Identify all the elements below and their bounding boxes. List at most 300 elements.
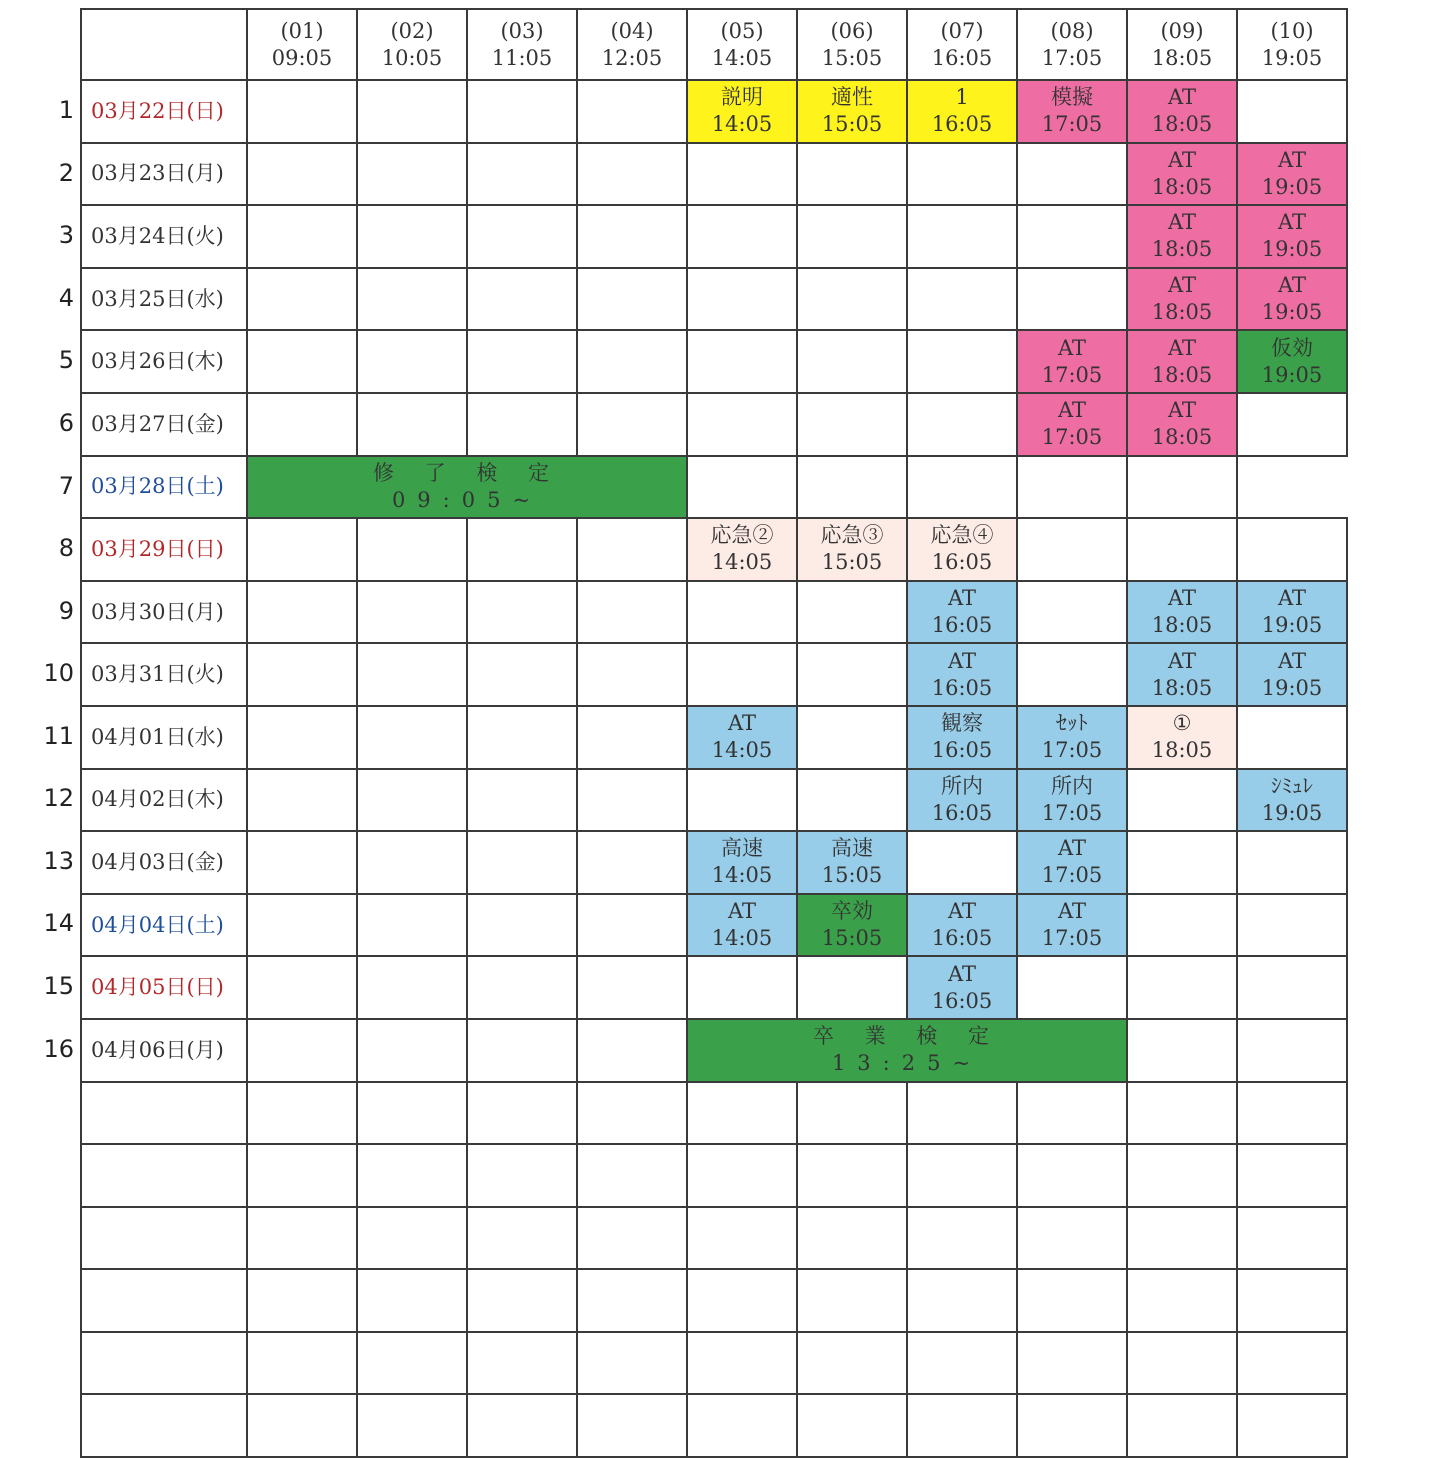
lesson-time: 16:05 <box>931 988 993 1013</box>
column-header <box>1127 9 1237 80</box>
date-cell: 03月29日(日) <box>81 518 247 581</box>
empty-cell <box>907 1269 1017 1332</box>
column-time: 18:05 <box>1151 45 1213 70</box>
empty-cell <box>247 1082 357 1145</box>
empty-cell <box>1017 1207 1127 1270</box>
lesson-time: 17:05 <box>1041 863 1103 888</box>
empty-cell <box>577 393 687 456</box>
empty-cell <box>357 706 467 769</box>
lesson-time: 15:05 <box>821 550 883 575</box>
empty-cell <box>247 831 357 894</box>
empty-cell <box>1237 393 1347 456</box>
date-cell: 04月02日(木) <box>81 769 247 832</box>
column-number: (02) <box>390 18 434 43</box>
lesson-title: AT <box>1167 273 1197 298</box>
empty-cell <box>1237 80 1347 143</box>
date-cell: 03月22日(日) <box>81 80 247 143</box>
empty-cell <box>907 1082 1017 1145</box>
empty-cell <box>467 330 577 393</box>
row-number: 5 <box>58 346 74 375</box>
empty-cell <box>797 1269 907 1332</box>
empty-cell <box>1017 956 1127 1019</box>
empty-cell <box>687 769 797 832</box>
lesson-title: 応急② <box>710 523 774 548</box>
empty-cell <box>797 1082 907 1145</box>
empty-cell <box>1127 456 1237 519</box>
column-header <box>357 9 467 80</box>
empty-cell <box>467 518 577 581</box>
row-number: 4 <box>58 283 74 312</box>
lesson-cell <box>1237 268 1347 331</box>
date-cell <box>81 1207 247 1270</box>
lesson-title: 応急③ <box>820 523 884 548</box>
empty-cell <box>1017 1332 1127 1395</box>
lesson-time: 18:05 <box>1151 112 1213 137</box>
empty-cell <box>687 268 797 331</box>
date-cell: 03月31日(火) <box>81 643 247 706</box>
empty-cell <box>687 1144 797 1207</box>
lesson-cell <box>907 956 1017 1019</box>
lesson-title: AT <box>1167 147 1197 172</box>
empty-cell <box>1017 1394 1127 1457</box>
lesson-title: AT <box>947 899 977 924</box>
empty-cell <box>687 393 797 456</box>
date-cell: 03月28日(土) <box>81 456 247 519</box>
empty-cell <box>577 518 687 581</box>
lesson-time: 16:05 <box>931 926 993 951</box>
empty-cell <box>687 456 797 519</box>
row-number: 10 <box>43 659 74 688</box>
empty-cell <box>577 80 687 143</box>
empty-cell <box>247 80 357 143</box>
empty-cell <box>907 1144 1017 1207</box>
row-number: 11 <box>43 721 74 750</box>
empty-cell <box>1237 706 1347 769</box>
lesson-title: 応急④ <box>930 523 994 548</box>
empty-cell <box>1127 1207 1237 1270</box>
lesson-title: AT <box>1167 586 1197 611</box>
lesson-title: 高速 <box>831 836 873 861</box>
column-time: 15:05 <box>821 45 883 70</box>
lesson-title: 模擬 <box>1051 85 1093 110</box>
empty-cell <box>357 581 467 644</box>
empty-cell <box>1237 518 1347 581</box>
empty-cell <box>577 1394 687 1457</box>
empty-cell <box>357 643 467 706</box>
row-number: 16 <box>43 1034 74 1063</box>
empty-cell <box>577 205 687 268</box>
lesson-title: AT <box>947 586 977 611</box>
schedule-row <box>81 1019 1347 1082</box>
row-number: 9 <box>58 596 74 625</box>
empty-cell <box>357 1207 467 1270</box>
lesson-time: 17:05 <box>1041 362 1103 387</box>
empty-cell <box>1017 643 1127 706</box>
column-header <box>797 9 907 80</box>
lesson-time: 17:05 <box>1041 112 1103 137</box>
empty-cell <box>687 205 797 268</box>
empty-cell <box>247 1332 357 1395</box>
empty-cell <box>247 518 357 581</box>
lesson-title: AT <box>1277 210 1307 235</box>
column-number: (08) <box>1050 18 1094 43</box>
schedule-row <box>81 80 1347 143</box>
lesson-time: 19:05 <box>1261 800 1323 825</box>
empty-cell <box>1017 581 1127 644</box>
lesson-title: AT <box>1057 398 1087 423</box>
lesson-time: 18:05 <box>1151 300 1213 325</box>
lesson-time: 16:05 <box>931 112 993 137</box>
header-row <box>81 9 1347 80</box>
lesson-cell <box>797 80 907 143</box>
lesson-title: 修 了 検 定 <box>372 460 562 485</box>
empty-cell <box>687 1207 797 1270</box>
date-cell: 04月01日(水) <box>81 706 247 769</box>
schedule-row <box>81 518 1347 581</box>
column-time: 17:05 <box>1041 45 1103 70</box>
lesson-time: 14:05 <box>711 738 773 763</box>
empty-cell <box>907 1394 1017 1457</box>
lesson-cell <box>1127 643 1237 706</box>
empty-cell <box>1127 1269 1237 1332</box>
empty-cell <box>907 831 1017 894</box>
lesson-cell <box>1017 330 1127 393</box>
empty-cell <box>247 769 357 832</box>
empty-cell <box>1127 831 1237 894</box>
column-time: 11:05 <box>491 45 553 70</box>
date-cell <box>81 1269 247 1332</box>
lesson-cell <box>1127 393 1237 456</box>
empty-cell <box>687 330 797 393</box>
empty-cell <box>797 393 907 456</box>
lesson-time: 18:05 <box>1151 425 1213 450</box>
empty-cell <box>797 456 907 519</box>
empty-cell <box>1127 956 1237 1019</box>
lesson-cell <box>687 831 797 894</box>
lesson-title: 卒効 <box>831 899 873 924</box>
lesson-title: 仮効 <box>1271 335 1313 360</box>
column-time: 10:05 <box>381 45 443 70</box>
lesson-cell <box>1127 80 1237 143</box>
lesson-title: ① <box>1172 711 1192 736</box>
empty-cell <box>247 205 357 268</box>
row-number: 14 <box>43 909 74 938</box>
empty-cell <box>1237 1082 1347 1145</box>
empty-cell <box>357 1019 467 1082</box>
empty-cell <box>357 143 467 206</box>
column-header <box>1017 9 1127 80</box>
schedule-row <box>81 1269 1347 1332</box>
date-cell: 04月06日(月) <box>81 1019 247 1082</box>
lesson-cell <box>687 518 797 581</box>
schedule-row <box>81 1332 1347 1395</box>
empty-cell <box>357 1082 467 1145</box>
lesson-title: AT <box>1167 85 1197 110</box>
empty-cell <box>247 268 357 331</box>
empty-cell <box>467 143 577 206</box>
empty-cell <box>687 1082 797 1145</box>
empty-cell <box>577 268 687 331</box>
lesson-title: 1 <box>955 85 969 110</box>
lesson-time: 14:05 <box>711 112 773 137</box>
empty-cell <box>1017 205 1127 268</box>
column-number: (09) <box>1160 18 1204 43</box>
empty-cell <box>797 956 907 1019</box>
lesson-title: AT <box>1277 586 1307 611</box>
empty-cell <box>247 1207 357 1270</box>
empty-cell <box>1237 1019 1347 1082</box>
lesson-time: 19:05 <box>1261 300 1323 325</box>
empty-cell <box>247 330 357 393</box>
lesson-cell <box>907 769 1017 832</box>
lesson-cell <box>1127 205 1237 268</box>
schedule-row <box>81 769 1347 832</box>
row-number: 3 <box>58 221 74 250</box>
empty-cell <box>687 1394 797 1457</box>
empty-cell <box>577 1082 687 1145</box>
empty-cell <box>1017 268 1127 331</box>
empty-cell <box>577 1207 687 1270</box>
lesson-time: 19:05 <box>1261 237 1323 262</box>
empty-cell <box>577 706 687 769</box>
empty-cell <box>577 956 687 1019</box>
empty-cell <box>1017 518 1127 581</box>
lesson-time: 17:05 <box>1041 800 1103 825</box>
empty-cell <box>687 143 797 206</box>
lesson-cell <box>797 831 907 894</box>
empty-cell <box>357 268 467 331</box>
lesson-title: AT <box>1057 836 1087 861</box>
empty-cell <box>907 143 1017 206</box>
lesson-time: 15:05 <box>821 112 883 137</box>
lesson-title: AT <box>727 899 757 924</box>
schedule-row <box>81 1394 1347 1457</box>
lesson-time: 09:05~ <box>391 487 543 512</box>
empty-cell <box>577 1144 687 1207</box>
date-cell: 03月27日(金) <box>81 393 247 456</box>
date-cell: 04月04日(土) <box>81 894 247 957</box>
empty-cell <box>247 894 357 957</box>
empty-cell <box>577 1332 687 1395</box>
lesson-title: 所内 <box>941 773 983 798</box>
empty-cell <box>797 769 907 832</box>
column-number: (03) <box>500 18 544 43</box>
schedule-row <box>81 456 1347 519</box>
column-time: 09:05 <box>271 45 333 70</box>
schedule-row <box>81 894 1347 957</box>
lesson-cell <box>247 456 687 519</box>
lesson-cell <box>907 80 1017 143</box>
empty-cell <box>247 393 357 456</box>
lesson-time: 18:05 <box>1151 237 1213 262</box>
column-time: 19:05 <box>1261 45 1323 70</box>
lesson-time: 13:25~ <box>831 1051 983 1076</box>
lesson-cell <box>1017 769 1127 832</box>
empty-cell <box>577 831 687 894</box>
lesson-cell <box>687 1019 1127 1082</box>
lesson-time: 19:05 <box>1261 362 1323 387</box>
empty-cell <box>1237 831 1347 894</box>
lesson-cell <box>907 706 1017 769</box>
date-cell: 03月30日(月) <box>81 581 247 644</box>
empty-cell <box>467 1394 577 1457</box>
empty-cell <box>247 643 357 706</box>
lesson-cell <box>1237 769 1347 832</box>
column-header <box>907 9 1017 80</box>
lesson-cell <box>797 894 907 957</box>
empty-cell <box>357 1332 467 1395</box>
empty-cell <box>797 1332 907 1395</box>
empty-cell <box>907 1207 1017 1270</box>
empty-cell <box>467 1332 577 1395</box>
empty-cell <box>577 894 687 957</box>
empty-cell <box>247 1144 357 1207</box>
empty-cell <box>1237 1394 1347 1457</box>
schedule-row <box>81 643 1347 706</box>
empty-cell <box>467 956 577 1019</box>
empty-cell <box>467 205 577 268</box>
lesson-cell <box>1127 581 1237 644</box>
empty-cell <box>687 1332 797 1395</box>
empty-cell <box>1237 1144 1347 1207</box>
column-header <box>687 9 797 80</box>
empty-cell <box>687 643 797 706</box>
empty-cell <box>357 1144 467 1207</box>
schedule-row <box>81 205 1347 268</box>
empty-cell <box>577 330 687 393</box>
schedule-row <box>81 268 1347 331</box>
empty-cell <box>1127 1082 1237 1145</box>
empty-cell <box>467 393 577 456</box>
schedule-row <box>81 393 1347 456</box>
empty-cell <box>247 956 357 1019</box>
empty-cell <box>577 1019 687 1082</box>
date-cell <box>81 1332 247 1395</box>
lesson-time: 14:05 <box>711 863 773 888</box>
lesson-title: AT <box>1167 335 1197 360</box>
empty-cell <box>1237 1269 1347 1332</box>
lesson-title: 適性 <box>831 85 873 110</box>
empty-cell <box>467 643 577 706</box>
lesson-time: 18:05 <box>1151 613 1213 638</box>
lesson-cell <box>687 80 797 143</box>
empty-cell <box>357 1269 467 1332</box>
lesson-cell <box>907 518 1017 581</box>
schedule-row <box>81 581 1347 644</box>
empty-cell <box>1017 1082 1127 1145</box>
lesson-time: 18:05 <box>1151 675 1213 700</box>
column-number: (04) <box>610 18 654 43</box>
empty-cell <box>907 268 1017 331</box>
empty-cell <box>1127 1332 1237 1395</box>
empty-cell <box>1127 1394 1237 1457</box>
empty-cell <box>577 143 687 206</box>
lesson-title: 所内 <box>1051 773 1093 798</box>
row-number: 7 <box>58 471 74 500</box>
empty-cell <box>1127 1019 1237 1082</box>
lesson-time: 18:05 <box>1151 738 1213 763</box>
lesson-cell <box>1237 330 1347 393</box>
empty-cell <box>797 1144 907 1207</box>
lesson-cell <box>687 706 797 769</box>
empty-cell <box>797 1207 907 1270</box>
lesson-time: 17:05 <box>1041 425 1103 450</box>
date-cell <box>81 1082 247 1145</box>
lesson-title: AT <box>1057 899 1087 924</box>
empty-cell <box>797 268 907 331</box>
empty-cell <box>797 205 907 268</box>
lesson-title: AT <box>1277 648 1307 673</box>
lesson-cell <box>907 581 1017 644</box>
empty-cell <box>1127 1144 1237 1207</box>
column-time: 12:05 <box>601 45 663 70</box>
lesson-cell <box>907 643 1017 706</box>
empty-cell <box>1127 894 1237 957</box>
lesson-title: AT <box>947 648 977 673</box>
empty-cell <box>467 769 577 832</box>
empty-cell <box>797 330 907 393</box>
column-header <box>577 9 687 80</box>
row-number: 1 <box>58 96 74 125</box>
lesson-time: 17:05 <box>1041 926 1103 951</box>
lesson-time: 16:05 <box>931 613 993 638</box>
column-time: 14:05 <box>711 45 773 70</box>
empty-cell <box>467 1019 577 1082</box>
lesson-time: 18:05 <box>1151 362 1213 387</box>
empty-cell <box>577 769 687 832</box>
empty-cell <box>907 456 1017 519</box>
row-number: 13 <box>43 846 74 875</box>
lesson-title: ｾｯﾄ <box>1056 711 1088 736</box>
empty-cell <box>357 769 467 832</box>
empty-cell <box>467 1082 577 1145</box>
empty-cell <box>357 1394 467 1457</box>
date-cell: 04月05日(日) <box>81 956 247 1019</box>
column-number: (05) <box>720 18 764 43</box>
column-number: (10) <box>1270 18 1314 43</box>
lesson-title: 高速 <box>721 836 763 861</box>
lesson-cell <box>1127 268 1237 331</box>
lesson-title: ｼﾐｭﾚ <box>1271 773 1313 798</box>
lesson-time: 14:05 <box>711 550 773 575</box>
lesson-cell <box>1017 80 1127 143</box>
column-number: (01) <box>280 18 324 43</box>
schedule-row <box>81 831 1347 894</box>
empty-cell <box>467 581 577 644</box>
lesson-title: AT <box>1057 335 1087 360</box>
lesson-cell <box>1237 581 1347 644</box>
lesson-title: 説明 <box>721 85 763 110</box>
lesson-cell <box>1237 205 1347 268</box>
lesson-cell <box>907 894 1017 957</box>
lesson-time: 19:05 <box>1261 675 1323 700</box>
empty-cell <box>467 80 577 143</box>
schedule-row <box>81 1207 1347 1270</box>
lesson-title: AT <box>947 961 977 986</box>
empty-cell <box>907 1332 1017 1395</box>
empty-cell <box>247 1269 357 1332</box>
empty-cell <box>357 330 467 393</box>
lesson-time: 16:05 <box>931 738 993 763</box>
row-number: 2 <box>58 158 74 187</box>
schedule-row <box>81 143 1347 206</box>
column-header <box>247 9 357 80</box>
lesson-title: AT <box>1167 210 1197 235</box>
lesson-cell <box>1237 643 1347 706</box>
lesson-title: AT <box>1167 648 1197 673</box>
date-cell: 03月23日(月) <box>81 143 247 206</box>
column-number: (07) <box>940 18 984 43</box>
